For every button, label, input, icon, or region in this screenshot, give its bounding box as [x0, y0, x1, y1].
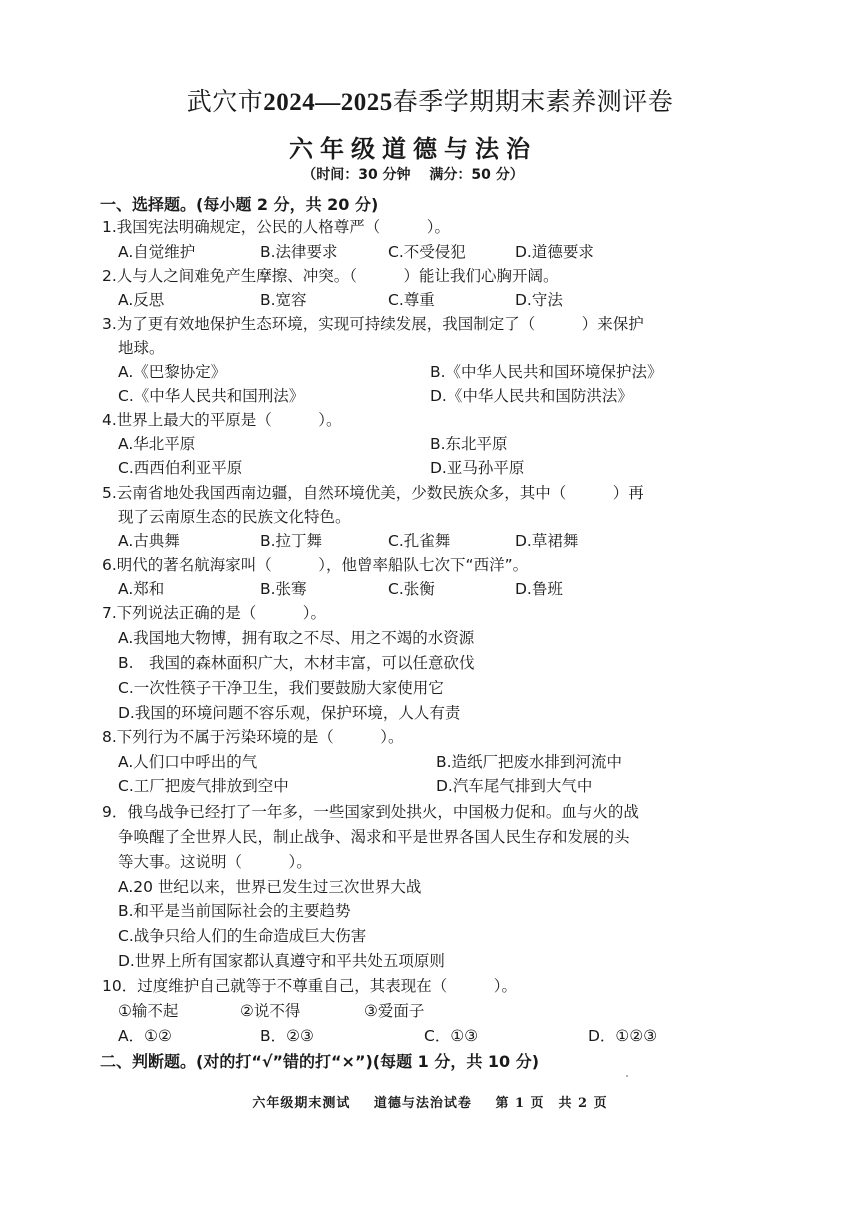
question-7-option-d: D.我国的环境问题不容乐观，保护环境，人人有责: [118, 704, 461, 722]
question-10-option-b: B．②③: [260, 1027, 314, 1045]
question-1-option-b: B.法律要求: [260, 243, 338, 261]
question-6-option-d: D.鲁班: [515, 580, 563, 598]
question-2-option-d: D.守法: [515, 291, 563, 309]
question-4-option-b: B.东北平原: [430, 435, 508, 453]
subject-title: 六年级道德与法治: [289, 135, 537, 163]
section2-heading: 二、判断题。(对的打“√”错的打“×”)(每题 1 分，共 10 分): [100, 1052, 540, 1071]
question-5-option-a: A.古典舞: [118, 532, 180, 550]
question-10-option-a: A．①②: [118, 1027, 172, 1045]
question-3-option-a: A.《巴黎协定》: [118, 363, 227, 381]
question-7-stem: 7.下列说法正确的是（ ）。: [102, 604, 327, 622]
question-9-option-b: B.和平是当前国际社会的主要趋势: [118, 902, 351, 920]
question-6-option-b: B.张骞: [260, 580, 307, 598]
question-2-option-a: A.反思: [118, 291, 165, 309]
question-10-stem: 10．过度维护自己就等于不尊重自己，其表现在（ ）。: [102, 977, 517, 995]
question-4-option-c: C.西西伯利亚平原: [118, 459, 243, 477]
title-years: 2024—2025: [263, 89, 393, 116]
question-1-option-a: A.自觉维护: [118, 243, 196, 261]
question-2-option-c: C.尊重: [388, 291, 435, 309]
question-7-option-c: C.一次性筷子干净卫生，我们要鼓励大家使用它: [118, 679, 444, 697]
scan-speck: [626, 1075, 628, 1077]
question-1-option-c: C.不受侵犯: [388, 243, 466, 261]
question-10-item-3: ③爱面子: [364, 1002, 425, 1020]
question-10-item-1: ①输不起: [118, 1002, 179, 1020]
exam-title: [0, 82, 860, 118]
question-9-stem-cont-1: 争唤醒了全世界人民，制止战争、渴求和平是世界各国人民生存和发展的头: [118, 828, 630, 846]
question-10-option-d: D．①②③: [588, 1027, 658, 1045]
question-2-option-b: B.宽容: [260, 291, 307, 309]
question-1-option-d: D.道德要求: [515, 243, 594, 261]
question-5-option-b: B.拉丁舞: [260, 532, 323, 550]
exam-meta: （时间：30 分钟 满分：50 分）: [302, 167, 524, 183]
question-5-stem-cont: 现了云南原生态的民族文化特色。: [118, 508, 351, 526]
question-6-stem: 6.明代的著名航海家叫（ ），他曾率船队七次下“西洋”。: [102, 556, 529, 574]
question-5-option-d: D.草裙舞: [515, 532, 579, 550]
question-3-stem: 3.为了更有效地保护生态环境，实现可持续发展，我国制定了（ ）来保护: [102, 315, 644, 333]
question-3-option-c: C.《中华人民共和国刑法》: [118, 387, 305, 405]
question-6-option-a: A.郑和: [118, 580, 165, 598]
question-8-option-a: A.人们口中呼出的气: [118, 753, 258, 771]
page-footer: [0, 1092, 860, 1111]
question-3-option-b: B.《中华人民共和国环境保护法》: [430, 363, 663, 381]
question-3-option-d: D.《中华人民共和国防洪法》: [430, 387, 633, 405]
question-8-option-b: B.造纸厂把废水排到河流中: [436, 753, 623, 771]
footer-paper: 道德与法治试卷: [373, 1096, 472, 1111]
title-suffix: 春季学期期末素养测评卷: [392, 89, 674, 116]
title-prefix: 武穴市: [186, 89, 264, 116]
section1-heading: 一、选择题。(每小题 2 分，共 20 分): [100, 195, 379, 214]
footer-page-number: 第 1 页 共 2 页: [495, 1096, 608, 1111]
question-4-stem: 4.世界上最大的平原是（ ）。: [102, 411, 342, 429]
footer-grade: 六年级期末测试: [252, 1096, 351, 1111]
question-9-option-d: D.世界上所有国家都认真遵守和平共处五项原则: [118, 952, 445, 970]
question-2-stem: 2.人与人之间难免产生摩擦、冲突。（ ）能让我们心胸开阔。: [102, 267, 559, 285]
question-10-item-2: ②说不得: [240, 1002, 301, 1020]
question-6-option-c: C.张衡: [388, 580, 435, 598]
question-5-stem: 5.云南省地处我国西南边疆，自然环境优美，少数民族众多，其中（ ）再: [102, 484, 644, 502]
question-9-option-c: C.战争只给人们的生命造成巨大伤害: [118, 927, 367, 945]
question-8-stem: 8.下列行为不属于污染环境的是（ ）。: [102, 728, 404, 746]
question-10-option-c: C．①③: [424, 1027, 479, 1045]
question-8-option-c: C.工厂把废气排放到空中: [118, 777, 289, 795]
question-5-option-c: C.孔雀舞: [388, 532, 451, 550]
question-3-stem-cont: 地球。: [118, 339, 165, 357]
question-7-option-a: A.我国地大物博，拥有取之不尽、用之不竭的水资源: [118, 629, 475, 647]
question-9-option-a: A.20 世纪以来，世界已发生过三次世界大战: [118, 878, 422, 896]
question-9-stem: 9．俄乌战争已经打了一年多，一些国家到处拱火，中国极力促和。血与火的战: [102, 803, 639, 821]
question-4-option-a: A.华北平原: [118, 435, 196, 453]
question-8-option-d: D.汽车尾气排到大气中: [436, 777, 593, 795]
question-7-option-b: B. 我国的森林面积广大，木材丰富，可以任意砍伐: [118, 654, 475, 672]
question-4-option-d: D.亚马孙平原: [430, 459, 525, 477]
question-1-stem: 1.我国宪法明确规定，公民的人格尊严（ ）。: [102, 218, 451, 236]
question-9-stem-cont-2: 等大事。这说明（ ）。: [118, 853, 312, 871]
